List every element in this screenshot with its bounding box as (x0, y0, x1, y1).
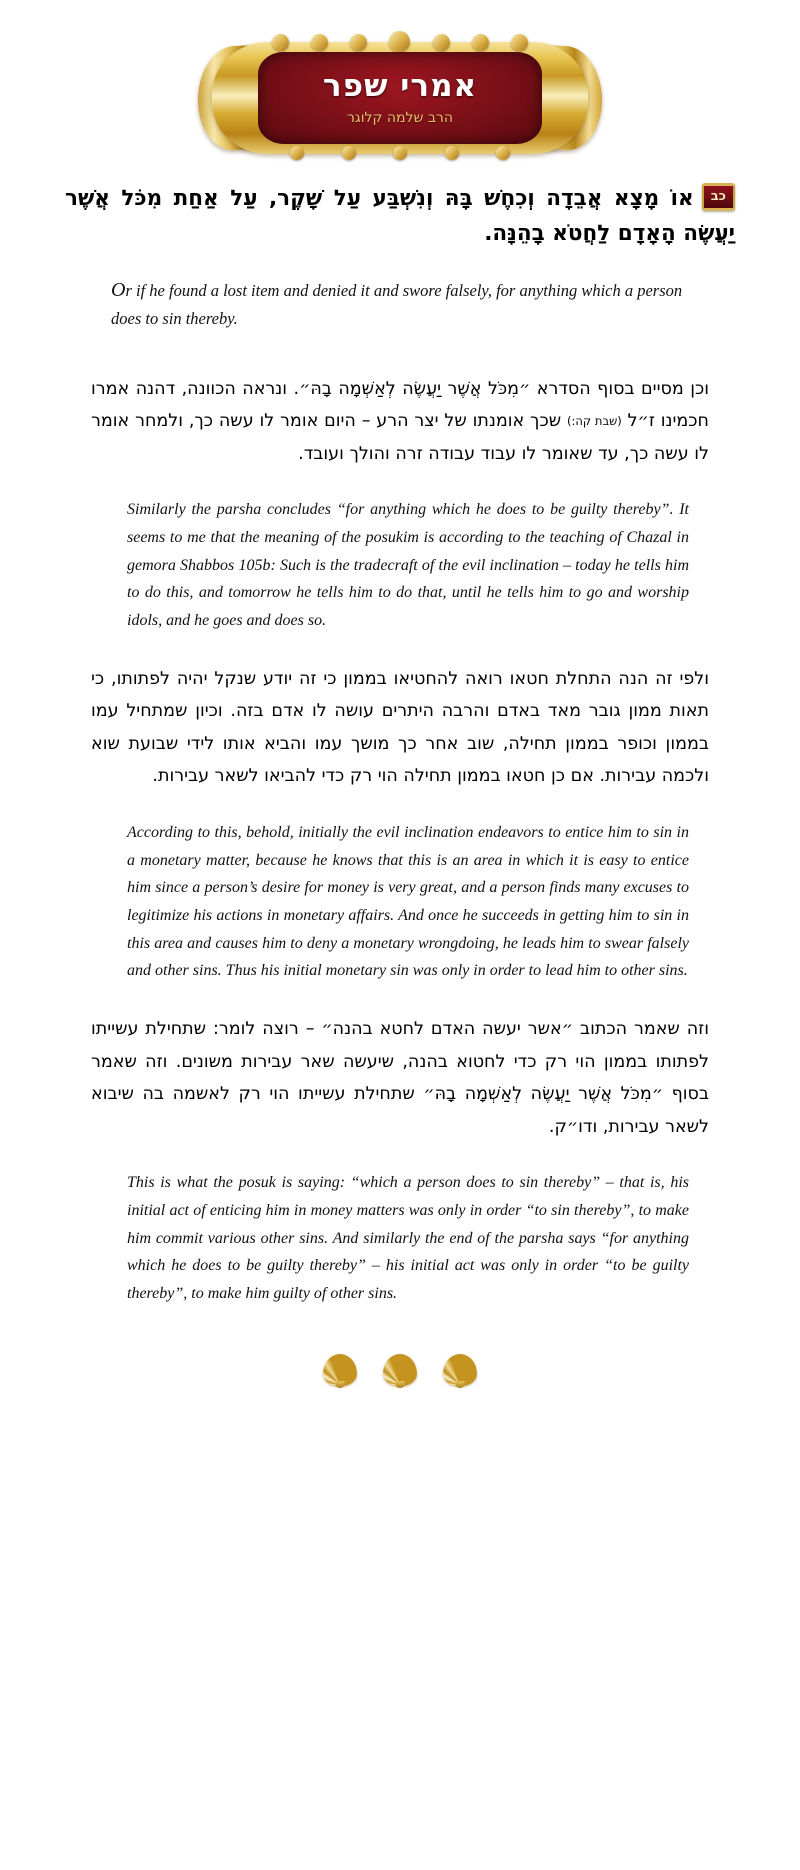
knot-icon (511, 34, 528, 51)
commentary-english-3: This is what the posuk is saying: “which a person does to sin thereby” – that is, his initial act of enticing him in money matters was only in order “to sin thereby”, to make him commit various other sins. And similarly the end of the parsha says “for anything which he does to be guilty thereby” – his initial act was only in order “to be guilty thereby”, to make him guilty of other sins. (127, 1174, 689, 1302)
scroll-banner (212, 34, 588, 162)
verse-number-badge: כב (702, 183, 735, 211)
verse-text: אוֹ מָצָא אֲבֵדָה וְכִחֶשׁ בָּהּ וְנִשְׁבַּע עַל שָׁקֶר, עַל אַחַת מִכֹּל אֲשֶׁר יַעֲשֶׂה הָאָדָם לַחֲטֹא בָהֵנָּה. (65, 186, 735, 246)
verse-block (65, 178, 735, 252)
commentary-hebrew-1 (91, 373, 709, 471)
knot-icon (350, 34, 367, 51)
knot-icon (472, 34, 489, 51)
commentary-hebrew-1-part2: שכך אומנתו של יצר הרע – היום אומר לו עשה כך, ולמחר אומר לו עשה כך, עד שאומר לו עבוד עבודה זרה והולך ועובד. (91, 411, 709, 464)
masthead (0, 0, 800, 162)
knot-icon (389, 31, 410, 52)
source-citation-shabbos: (שבת קה:) (566, 414, 622, 429)
book-author: הרב שלמה קלוגר (347, 109, 453, 126)
shell-ornament-icon (443, 1354, 477, 1386)
knot-icon (311, 34, 328, 51)
knot-icon (290, 146, 304, 160)
commentary-english-1: Similarly the parsha concludes “for anything which he does to be guilty thereby”. It seems to me that the meaning of the posukim is according to the teaching of Chazal in gemora Shabbos 105b: Such is the tradecraft of the evil inclination – today he tells him to do this, and tomorrow he tells him to do that, until he tells him to go and worship idols, and he goes and does so. (127, 501, 689, 630)
book-title: אמרי שפר (322, 68, 478, 105)
footer-ornaments (270, 1354, 530, 1386)
banner-plate (258, 52, 542, 144)
knot-icon (342, 146, 356, 160)
knot-icon (393, 146, 407, 160)
banner-bottom-knots (290, 146, 510, 162)
commentary-hebrew-2: ולפי זה הנה התחלת חטאו רואה להחטיאו בממון כי זה יודע שנקל יהיה לפתותו, כי תאות ממון גובר מאד באדם והרבה היתרים עושה לו אדם בזה. וכיון שמתחיל עמו בממון וכופר בממון תחילה, שוב אחר כך מושך עמו והביא אותו לידי שבועת שוא ולכמה עבירות. אם כן חטאו בממון תחילה הוי רק כדי להביאו לשאר עבירות. (91, 668, 709, 787)
knot-icon (496, 146, 510, 160)
knot-icon (445, 146, 459, 160)
verse-translation-text: r if he found a lost item and denied it and swore falsely, for anything which a person does to sin thereby. (111, 280, 683, 329)
shell-ornament-icon (383, 1354, 417, 1386)
commentary-english-2: According to this, behold, initially the evil inclination endeavors to entice him to sin in a monetary matter, because he knows that this is an area in which it is easy to entice him since a person’s desire for money is very great, and a person finds many excuses to legitimize his actions in monetary affairs. And once he succeeds in getting him to sin in this area and causes him to deny a monetary wrongdoing, he leads him to swear falsely and other sins. Thus his initial monetary sin was only in order to lead him to other sins. (127, 823, 689, 980)
verse-translation-dropcap: O (111, 278, 126, 301)
shell-ornament-icon (323, 1354, 357, 1386)
banner-top-knots (272, 34, 528, 54)
verse-translation (111, 274, 745, 333)
content-column (55, 162, 745, 1308)
knot-icon (433, 34, 450, 51)
knot-icon (272, 34, 289, 51)
commentary-hebrew-1-part1: וכן מסיים בסוף הסדרא ״מִכֹּל אֲשֶׁר יַעֲשֶׂה לְאַשְׁמָה בָהּ״. ונראה הכוונה, דהנה אמרו חכמינו ז״ל (91, 378, 709, 432)
commentary-hebrew-3: וזה שאמר הכתוב ״אשר יעשה האדם לחטא בהנה״ – רוצה לומר: שתחילת עשייתו לפתותו בממון הוי רק כדי לחטוא בהנה, שיעשה שאר עבירות משונים. וזה שאמר בסוף ״מִכֹּל אֲשֶׁר יַעֲשֶׂה לְאַשְׁמָה בָהּ״ שתחילת עשייתו הוי רק לאשמה בה שיבוא לשאר עבירות, ודו״ק. (91, 1018, 709, 1137)
